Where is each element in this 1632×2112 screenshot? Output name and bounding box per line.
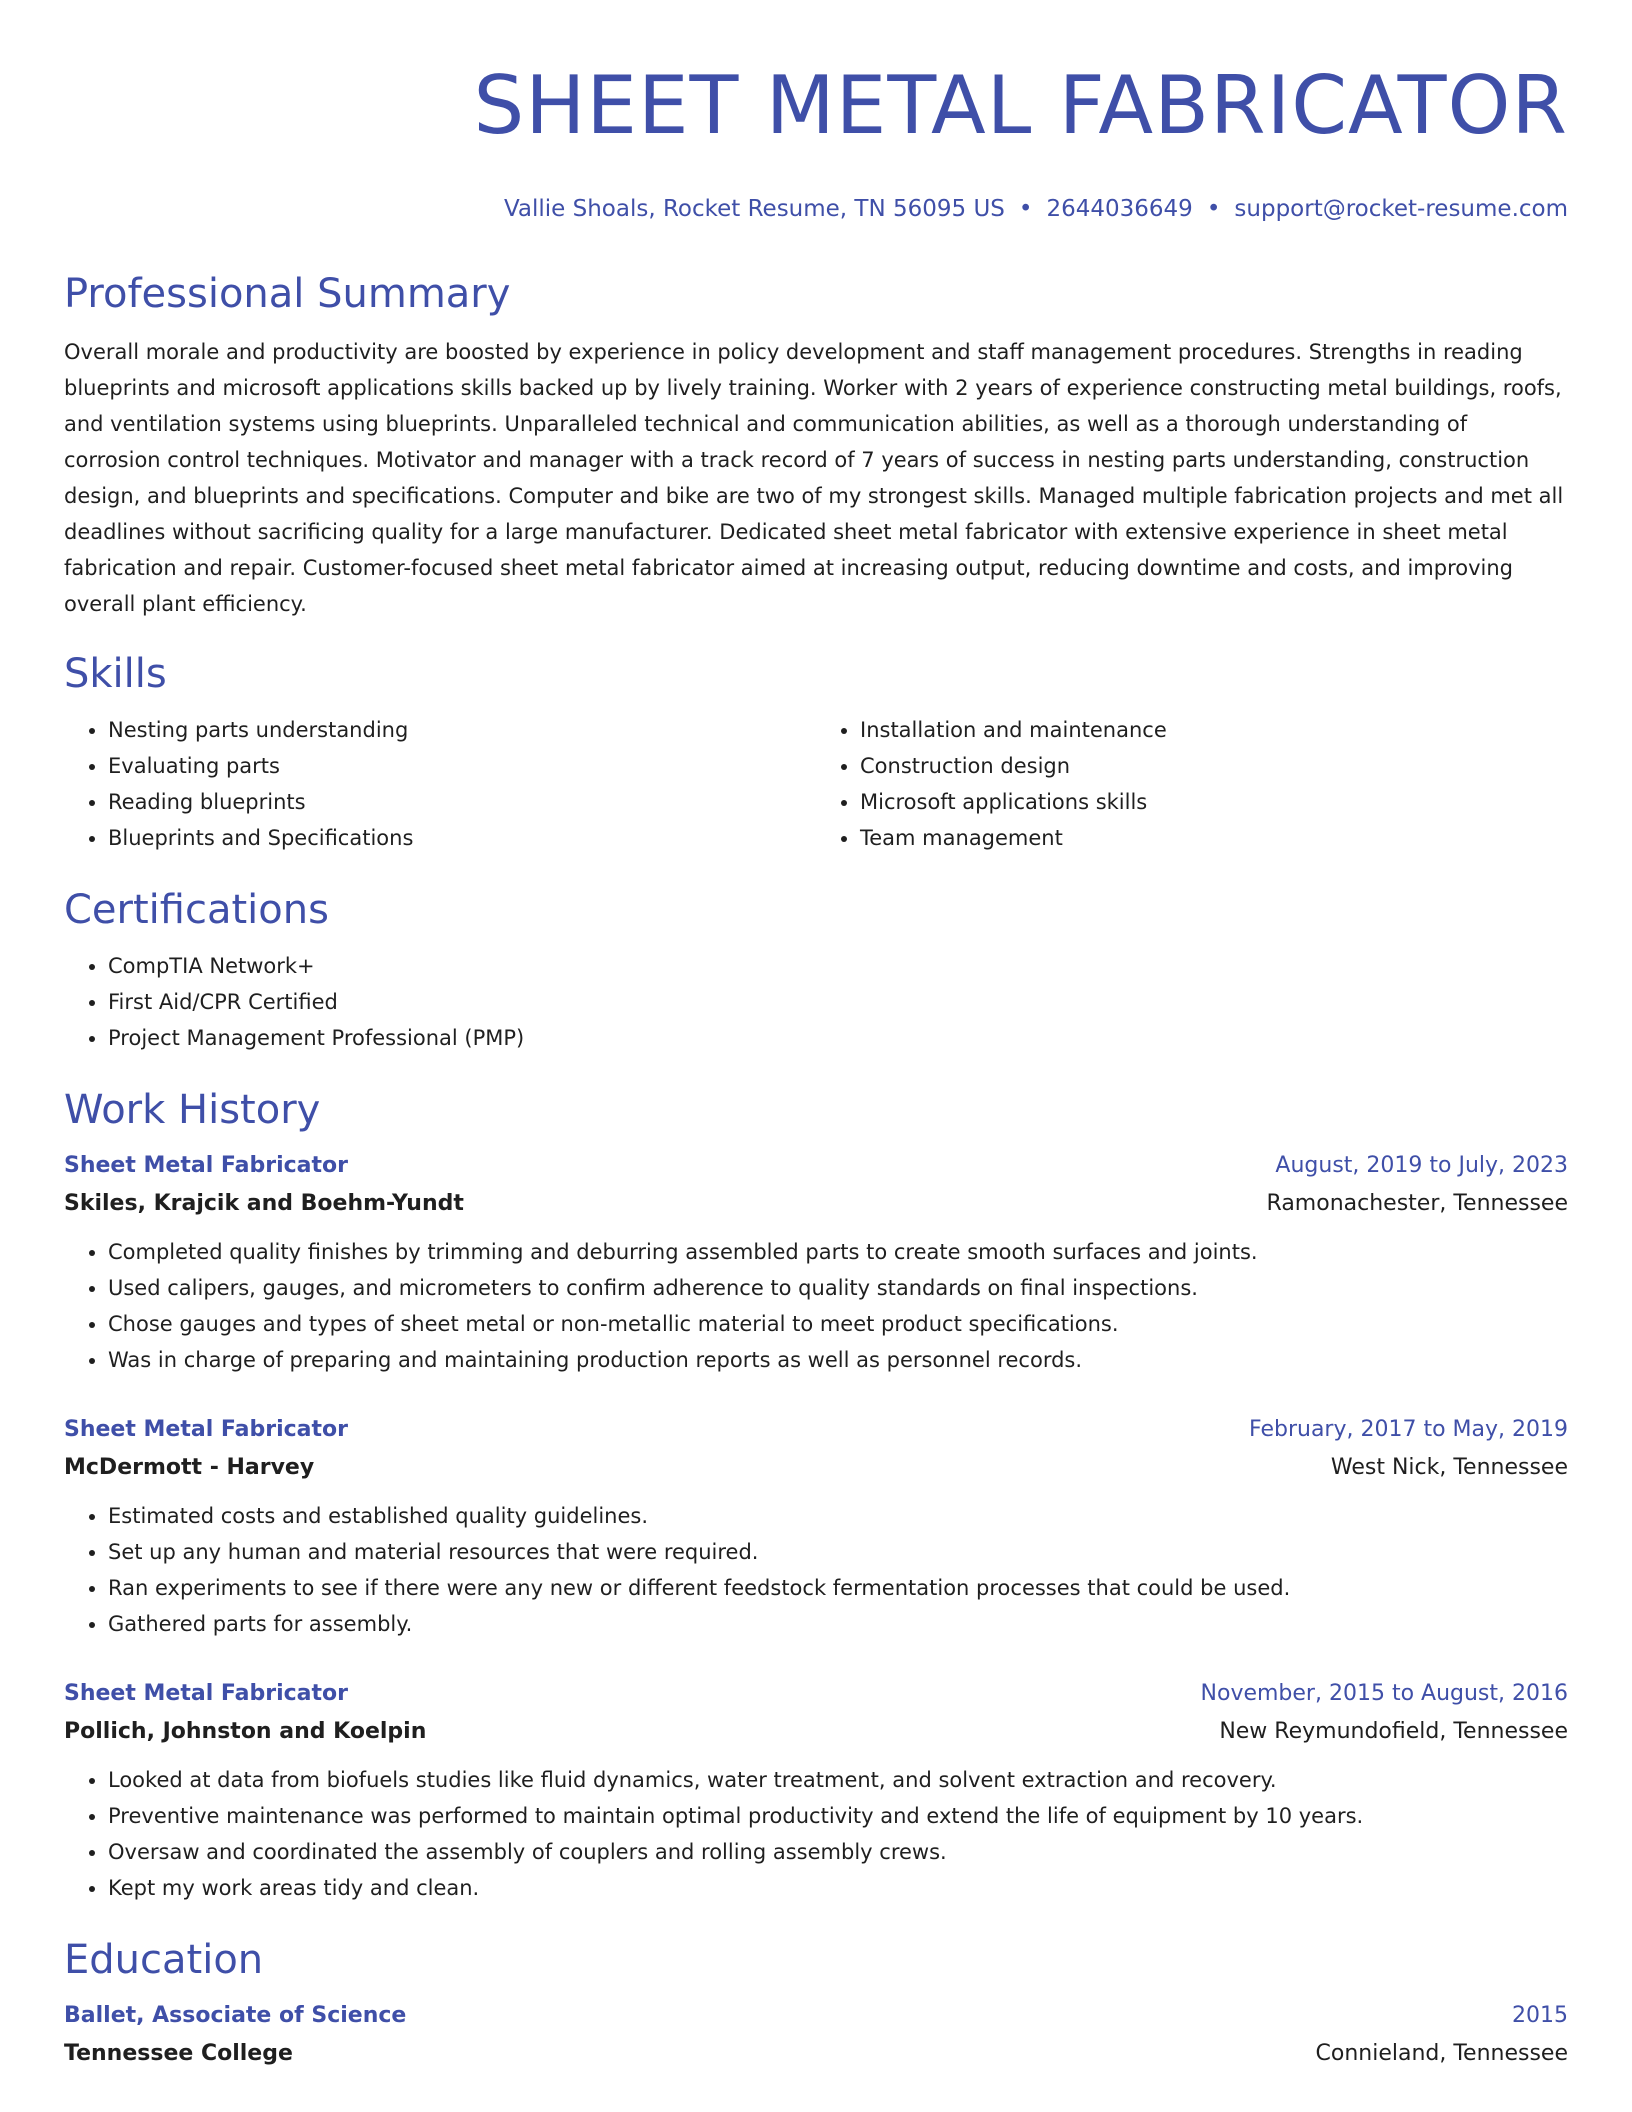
- contact-separator: •: [1018, 196, 1033, 222]
- skills-list-right: [816, 712, 1568, 856]
- job-bullet: • Gathered parts for assembly.: [108, 1606, 1568, 1642]
- skill-item: • Reading blueprints: [108, 784, 816, 820]
- education-school: Tennessee College: [64, 2041, 293, 2066]
- summary-heading: Professional Summary: [64, 271, 511, 317]
- resume-title: SHEET METAL FABRICATOR: [473, 59, 1568, 152]
- job-bullet: • Preventive maintenance was performed to maintain optimal productivity and extend the life of equipment by 10 years.: [108, 1798, 1568, 1834]
- certifications-section: [64, 884, 1568, 1056]
- job-company: McDermott - Harvey: [64, 1455, 315, 1480]
- skills-heading: Skills: [64, 651, 167, 697]
- job-company: Pollich, Johnston and Koelpin: [64, 1719, 427, 1744]
- job-bullets: [64, 1498, 1568, 1642]
- job-bullet: • Oversaw and coordinated the assembly of couplers and rolling assembly crews.: [108, 1834, 1568, 1870]
- summary-text: Overall morale and productivity are boosted by experience in policy development and staff management procedures. Strengths in reading blueprints and microsoft applications skills backed up by lively training. Worker with 2 years of experience constructing metal buildings, roofs, and ventilation systems using blueprints. Unparalleled technical and communication abilities, as well as a thorough understanding of corrosion control techniques. Motivator and manager with a track record of 7 years of success in nesting parts understanding, construction design, and blueprints and specifications. Computer and bike are two of my strongest skills. Managed multiple fabrication projects and met all deadlines without sacrificing quality for a large manufacturer. Dedicated sheet metal fabricator with extensive experience in sheet metal fabrication and repair. Customer-focused sheet metal fabricator aimed at increasing output, reducing downtime and costs, and improving overall plant efficiency.: [64, 340, 1564, 616]
- job-entry: [64, 1676, 1568, 1906]
- education-section: [64, 1934, 1568, 2074]
- contact-address: Vallie Shoals, Rocket Resume, TN 56095 US: [503, 196, 1005, 222]
- certification-item: • First Aid/CPR Certified: [108, 984, 1568, 1020]
- job-bullet: • Used calipers, gauges, and micrometers to confirm adherence to quality standards on final inspections.: [108, 1270, 1568, 1306]
- job-title: Sheet Metal Fabricator: [64, 1417, 348, 1442]
- work-history-heading: Work History: [64, 1087, 321, 1133]
- job-entry: [64, 1148, 1568, 1378]
- contact-email: support@rocket-resume.com: [1234, 196, 1568, 222]
- education-year: 2015: [1512, 2003, 1568, 2028]
- certification-item: • CompTIA Network+: [108, 948, 1568, 984]
- work-history-section: [64, 1084, 1568, 1906]
- skill-item: • Installation and maintenance: [860, 712, 1568, 748]
- skill-item: • Team management: [860, 820, 1568, 856]
- summary-section: [64, 268, 1568, 622]
- job-location: West Nick, Tennessee: [1330, 1455, 1568, 1480]
- job-company: Skiles, Krajcik and Boehm-Yundt: [64, 1191, 464, 1216]
- job-bullet: • Ran experiments to see if there were any new or different feedstock fermentation processes that could be used.: [108, 1570, 1568, 1606]
- certifications-heading: Certifications: [64, 887, 329, 933]
- skills-columns: [64, 712, 1568, 856]
- job-title: Sheet Metal Fabricator: [64, 1681, 348, 1706]
- job-title: Sheet Metal Fabricator: [64, 1153, 348, 1178]
- certifications-list: [64, 948, 1568, 1056]
- skill-item: • Construction design: [860, 748, 1568, 784]
- skills-section: [64, 648, 1568, 856]
- education-heading: Education: [64, 1937, 264, 1983]
- job-entry: [64, 1412, 1568, 1642]
- job-dates: November, 2015 to August, 2016: [1200, 1681, 1568, 1706]
- job-dates: August, 2019 to July, 2023: [1275, 1153, 1568, 1178]
- education-entry: [64, 1998, 1568, 2074]
- education-location: Connieland, Tennessee: [1315, 2041, 1568, 2066]
- education-degree: Ballet, Associate of Science: [64, 2003, 407, 2028]
- job-bullet: • Looked at data from biofuels studies like fluid dynamics, water treatment, and solvent extraction and recovery.: [108, 1762, 1568, 1798]
- job-bullet: • Set up any human and material resources that were required.: [108, 1534, 1568, 1570]
- job-location: New Reymundofield, Tennessee: [1219, 1719, 1568, 1744]
- contact-line: [64, 194, 1568, 224]
- contact-separator: •: [1206, 196, 1221, 222]
- skill-item: • Nesting parts understanding: [108, 712, 816, 748]
- job-bullets: [64, 1762, 1568, 1906]
- job-location: Ramonachester, Tennessee: [1266, 1191, 1568, 1216]
- skill-item: • Microsoft applications skills: [860, 784, 1568, 820]
- skill-item: • Evaluating parts: [108, 748, 816, 784]
- job-bullet: • Estimated costs and established quality guidelines.: [108, 1498, 1568, 1534]
- job-bullet: • Kept my work areas tidy and clean.: [108, 1870, 1568, 1906]
- skills-list-left: [64, 712, 816, 856]
- job-bullet: • Was in charge of preparing and maintaining production reports as well as personnel records.: [108, 1342, 1568, 1378]
- job-bullets: [64, 1234, 1568, 1378]
- certification-item: • Project Management Professional (PMP): [108, 1020, 1568, 1056]
- job-bullet: • Completed quality finishes by trimming and deburring assembled parts to create smooth surfaces and joints.: [108, 1234, 1568, 1270]
- job-dates: February, 2017 to May, 2019: [1249, 1417, 1568, 1442]
- job-bullet: • Chose gauges and types of sheet metal or non-metallic material to meet product specifications.: [108, 1306, 1568, 1342]
- skill-item: • Blueprints and Specifications: [108, 820, 816, 856]
- contact-phone: 2644036649: [1046, 196, 1193, 222]
